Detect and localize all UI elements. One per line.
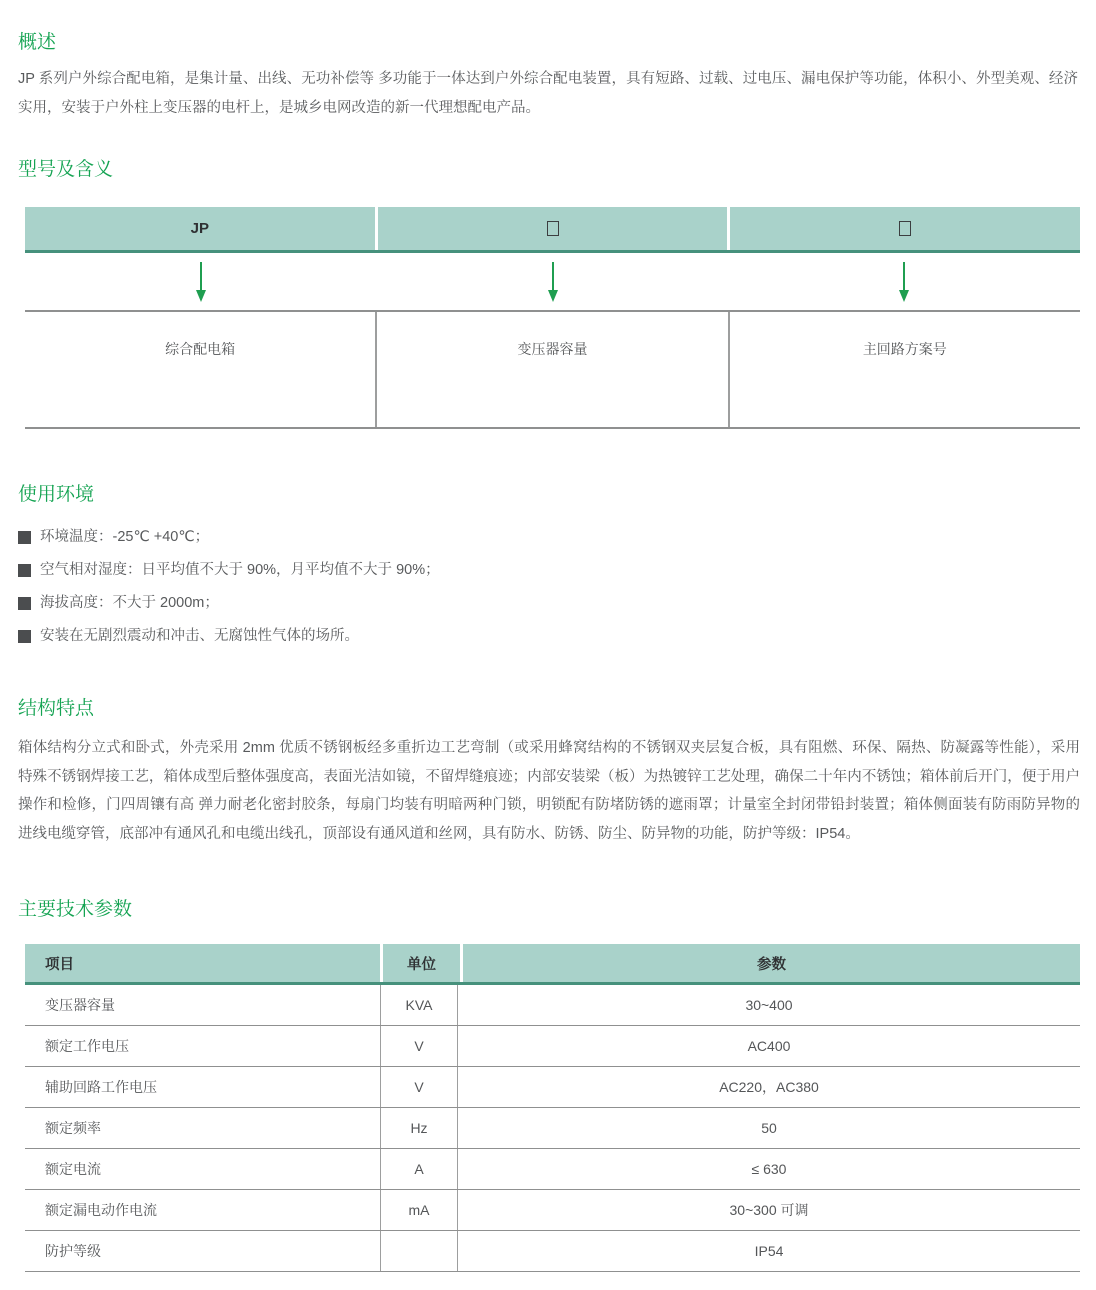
param-unit-cell: V bbox=[380, 1067, 457, 1107]
param-value-cell: AC220，AC380 bbox=[457, 1067, 1080, 1107]
param-value-cell: AC400 bbox=[457, 1026, 1080, 1066]
param-value-cell: 50 bbox=[457, 1108, 1080, 1148]
param-item-cell: 防护等级 bbox=[45, 1243, 101, 1259]
param-item-cell: 额定频率 bbox=[45, 1120, 101, 1136]
param-value-cell: 30~300 可调 bbox=[457, 1190, 1080, 1230]
list-item bbox=[18, 596, 1080, 611]
environment-list bbox=[18, 530, 1080, 644]
param-unit-cell: mA bbox=[380, 1190, 457, 1230]
column-header-item: 项目 bbox=[25, 944, 380, 982]
structure-paragraph: 箱体结构分立式和卧式，外壳采用 2mm 优质不锈钢板经多重折边工艺弯制（或采用蜂窝结构的不锈钢双夹层复合板，具有阻燃、环保、隔热、防凝露等性能），采用特殊不锈钢焊接工艺，箱体成型后整体强度高，表面光洁如镜，不留焊缝痕迹；内部安装梁（板）为热镀锌工艺处理，确保二十年内不锈蚀；箱体前后开门，便于用户操作和检修，门四周镶有高 弹力耐老化密封胶条，每扇门均装有明暗两种门锁，明锁配有防堵防锈的遮雨罩；计量室全封闭带铅封装置；箱体侧面装有防雨防异物的进线电缆穿管，底部冲有通风孔和电缆出线孔，顶部设有通风道和丝网，具有防水、防锈、防尘、防异物的功能，防护等级：IP54。 bbox=[18, 740, 1080, 842]
param-value-cell: 30~400 bbox=[457, 985, 1080, 1025]
param-unit-cell: Hz bbox=[380, 1108, 457, 1148]
parameters-table bbox=[25, 944, 1080, 1272]
table-row bbox=[25, 1026, 1080, 1067]
model-meaning-cell: 变压器容量 bbox=[375, 312, 727, 427]
model-code-cell bbox=[25, 207, 375, 250]
param-item-cell: 变压器容量 bbox=[45, 997, 115, 1013]
section-title-structure: 结构特点 bbox=[18, 698, 95, 719]
model-meaning-cell: 主回路方案号 bbox=[728, 312, 1080, 427]
section-title-overview: 概述 bbox=[18, 32, 57, 53]
list-item bbox=[18, 629, 1080, 644]
bullet-square-icon bbox=[18, 531, 31, 544]
table-row bbox=[25, 1067, 1080, 1108]
column-header-unit: 单位 bbox=[383, 944, 460, 982]
model-meaning-cell: 综合配电箱 bbox=[165, 341, 236, 357]
model-designation-table bbox=[25, 207, 1080, 429]
column-header-value: 参数 bbox=[463, 944, 1080, 982]
down-arrow-icon bbox=[193, 261, 209, 303]
down-arrow-icon bbox=[545, 261, 561, 303]
param-unit-cell bbox=[380, 1231, 457, 1271]
param-item-cell: 额定电流 bbox=[45, 1161, 101, 1177]
model-placeholder-box-icon bbox=[899, 221, 911, 236]
arrow-cell bbox=[728, 253, 1080, 310]
bullet-square-icon bbox=[18, 564, 31, 577]
param-item-cell: 额定工作电压 bbox=[45, 1038, 129, 1054]
environment-item-text: 空气相对湿度：日平均值不大于 90%，月平均值不大于 90%； bbox=[40, 562, 440, 578]
model-arrow-row bbox=[25, 253, 1080, 310]
model-meaning-row bbox=[25, 310, 1080, 429]
model-placeholder-box-icon bbox=[547, 221, 559, 236]
environment-item-text: 海拔高度：不大于 2000m； bbox=[40, 595, 219, 611]
list-item bbox=[18, 530, 1080, 545]
param-unit-cell: V bbox=[380, 1026, 457, 1066]
model-table-header-row bbox=[25, 207, 1080, 253]
list-item bbox=[18, 563, 1080, 578]
environment-item-text: 环境温度：-25℃ +40℃； bbox=[40, 529, 210, 545]
model-code-cell bbox=[730, 207, 1080, 250]
section-title-parameters: 主要技术参数 bbox=[18, 899, 133, 920]
table-row bbox=[25, 1149, 1080, 1190]
model-code-cell bbox=[378, 207, 728, 250]
section-title-model: 型号及含义 bbox=[18, 159, 114, 180]
down-arrow-icon bbox=[896, 261, 912, 303]
section-title-environment: 使用环境 bbox=[18, 484, 95, 505]
parameters-header-row bbox=[25, 944, 1080, 985]
param-unit-cell: KVA bbox=[380, 985, 457, 1025]
table-row bbox=[25, 1231, 1080, 1272]
environment-item-text: 安装在无剧烈震动和冲击、无腐蚀性气体的场所。 bbox=[40, 628, 359, 644]
param-value-cell: ≤ 630 bbox=[457, 1149, 1080, 1189]
param-unit-cell: A bbox=[380, 1149, 457, 1189]
model-code-jp: JP bbox=[190, 220, 210, 237]
arrow-cell bbox=[25, 253, 377, 310]
bullet-square-icon bbox=[18, 597, 31, 610]
param-value-cell: IP54 bbox=[457, 1231, 1080, 1271]
param-item-cell: 辅助回路工作电压 bbox=[45, 1079, 157, 1095]
table-row bbox=[25, 985, 1080, 1026]
param-item-cell: 额定漏电动作电流 bbox=[45, 1202, 157, 1218]
table-row bbox=[25, 1108, 1080, 1149]
bullet-square-icon bbox=[18, 630, 31, 643]
table-row bbox=[25, 1190, 1080, 1231]
arrow-cell bbox=[377, 253, 729, 310]
overview-paragraph: JP 系列户外综合配电箱，是集计量、出线、无功补偿等 多功能于一体达到户外综合配电装置，具有短路、过载、过电压、漏电保护等功能，体积小、外型美观、经济实用，安装于户外柱上变压器的电杆上，是城乡电网改造的新一代理想配电产品。 bbox=[18, 71, 1078, 116]
